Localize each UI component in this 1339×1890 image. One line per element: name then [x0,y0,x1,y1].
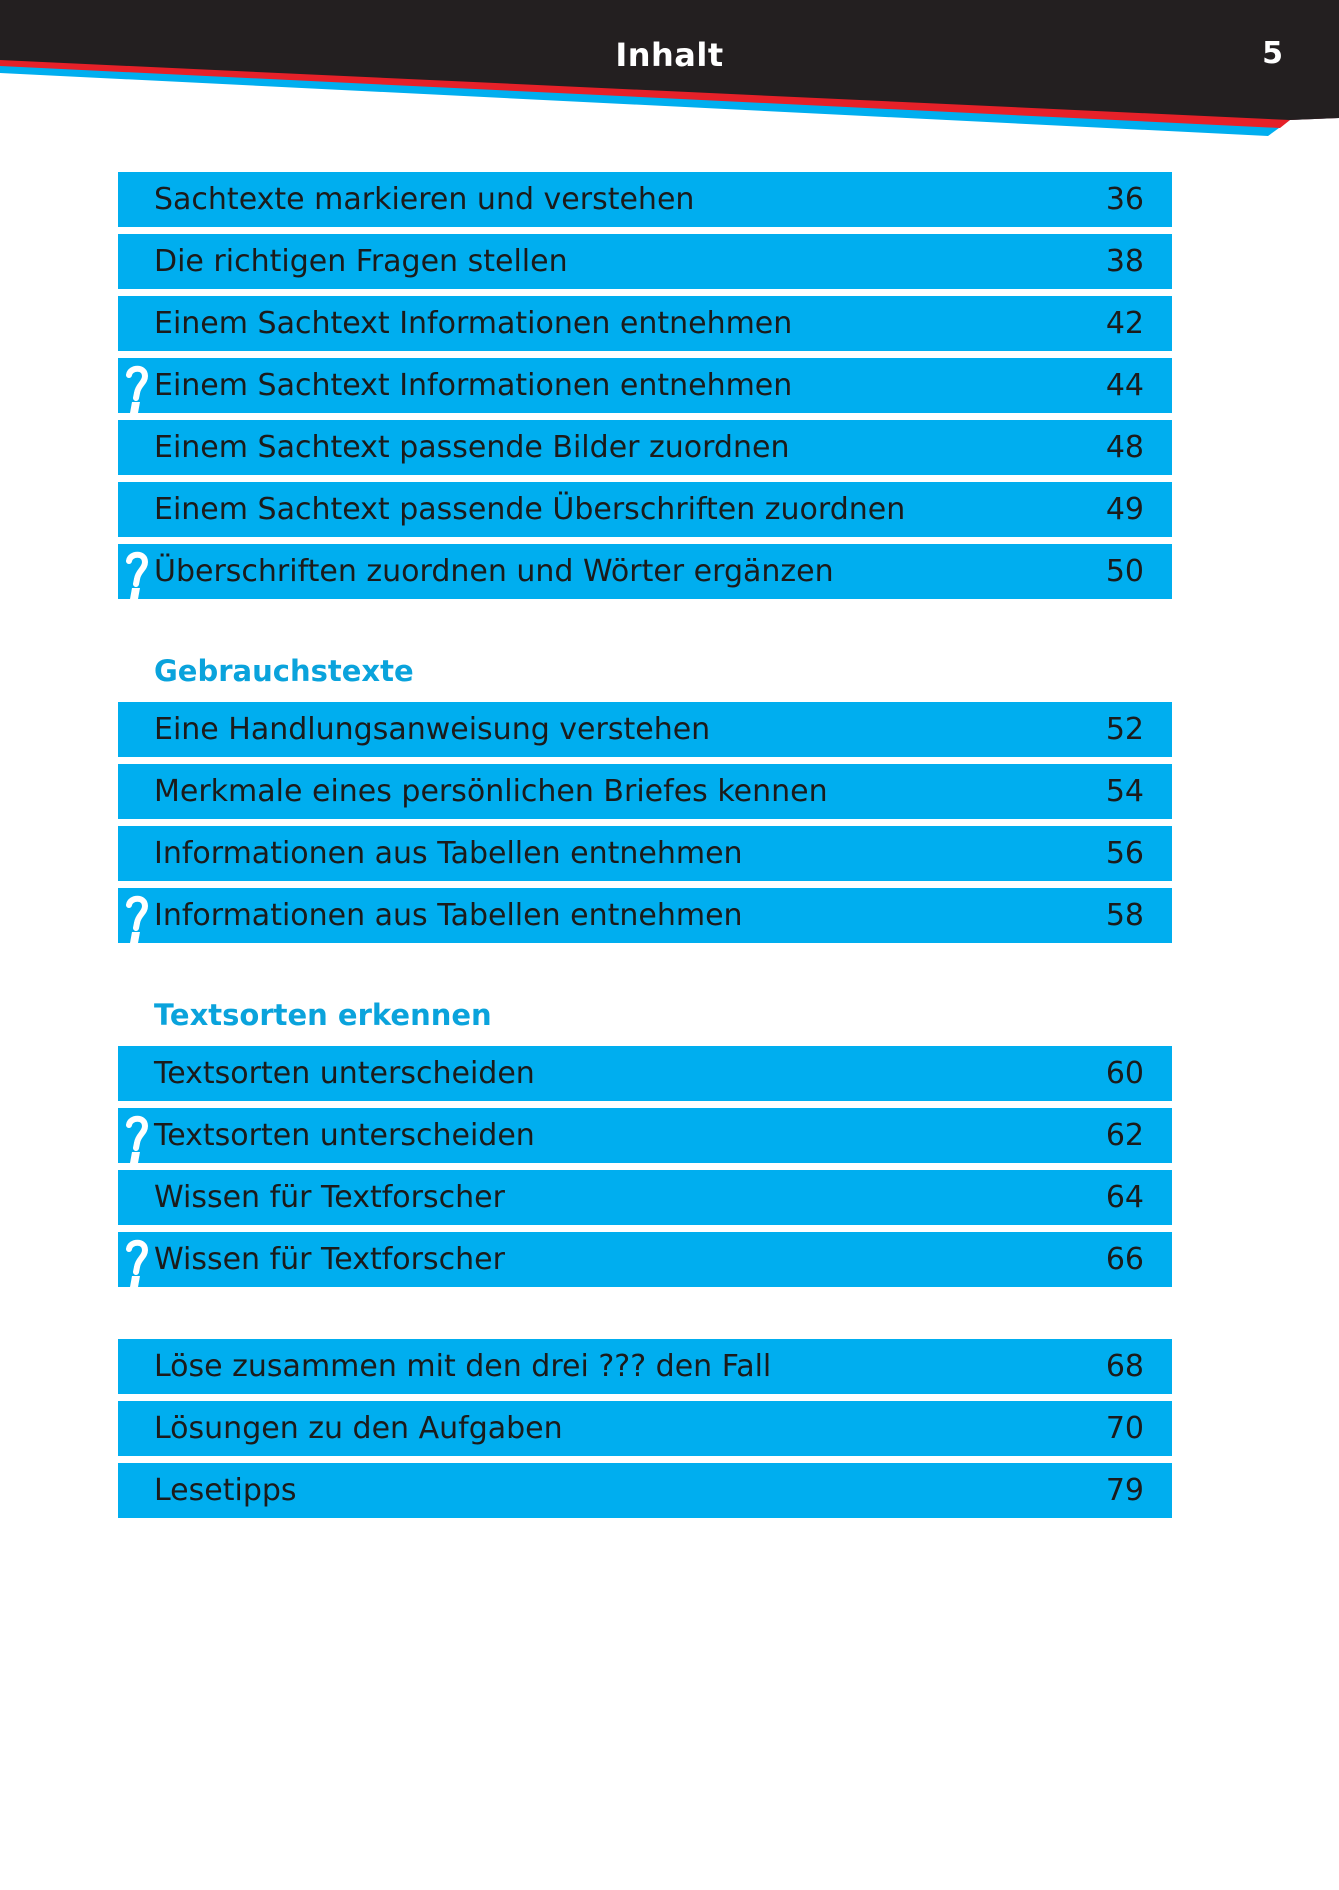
toc-entry[interactable] [118,1046,1172,1101]
toc-entry-page: 42 [1105,306,1144,341]
toc-entry-page: 52 [1105,712,1144,747]
toc-entry[interactable] [118,1170,1172,1225]
toc-entry-page: 48 [1105,430,1144,465]
toc-entry-title: Textsorten unterscheiden [154,1118,535,1153]
toc-entry-page: 44 [1105,368,1144,403]
toc-entry-title: Informationen aus Tabellen entnehmen [154,898,743,933]
toc-entry-page: 36 [1105,182,1144,217]
toc-entry-page: 68 [1105,1349,1144,1384]
toc-entry[interactable] [118,1108,1172,1163]
question-mark-icon [123,550,149,600]
page-title: Inhalt [615,36,724,74]
toc-entry[interactable] [118,1339,1172,1394]
page-header [0,0,1339,145]
toc-entry-title: Einem Sachtext Informationen entnehmen [154,368,793,403]
toc-entry-title: Wissen für Textforscher [154,1180,505,1215]
toc-entry-title: Die richtigen Fragen stellen [154,244,568,279]
toc-entry-title: Löse zusammen mit den drei ??? den Fall [154,1349,772,1384]
toc-entry-title: Einem Sachtext passende Überschriften zuordnen [154,492,906,527]
toc-entry[interactable] [118,1401,1172,1456]
toc-entry-title: Einem Sachtext Informationen entnehmen [154,306,793,341]
toc-entry-title: Eine Handlungsanweisung verstehen [154,712,711,747]
toc-section [118,172,1172,599]
toc-entry[interactable] [118,826,1172,881]
section-heading: Textsorten erkennen [154,998,492,1032]
toc-entry-page: 62 [1105,1118,1144,1153]
toc-entry-title: Textsorten unterscheiden [154,1056,535,1091]
toc-entry[interactable] [118,888,1172,943]
toc-entry-title: Lesetipps [154,1473,297,1508]
toc-entry[interactable] [118,764,1172,819]
toc-entry-page: 50 [1105,554,1144,589]
toc-entry-page: 60 [1105,1056,1144,1091]
toc-entry-page: 56 [1105,836,1144,871]
question-mark-icon [123,894,149,944]
toc-section [118,651,1172,943]
toc-section [118,995,1172,1287]
page-number: 5 [1262,36,1283,71]
toc-entry-page: 79 [1105,1473,1144,1508]
toc-entry-title: Wissen für Textforscher [154,1242,505,1277]
toc-entry[interactable] [118,420,1172,475]
question-mark-icon [123,364,149,414]
toc-section [118,1339,1172,1518]
toc-entry-page: 58 [1105,898,1144,933]
toc-entry[interactable] [118,482,1172,537]
toc-entry-title: Überschriften zuordnen und Wörter ergänzen [154,554,834,589]
toc-entry-page: 64 [1105,1180,1144,1215]
toc-entry[interactable] [118,702,1172,757]
toc-entry-page: 49 [1105,492,1144,527]
toc-entry-title: Einem Sachtext passende Bilder zuordnen [154,430,790,465]
question-mark-icon [123,1114,149,1164]
toc-entry[interactable] [118,172,1172,227]
toc-entry-title: Lösungen zu den Aufgaben [154,1411,563,1446]
toc-entry[interactable] [118,234,1172,289]
toc-entry-title: Informationen aus Tabellen entnehmen [154,836,743,871]
toc-entry-title: Sachtexte markieren und verstehen [154,182,695,217]
toc-entry-page: 66 [1105,1242,1144,1277]
table-of-contents [118,172,1172,1570]
toc-entry-page: 54 [1105,774,1144,809]
section-heading: Gebrauchstexte [154,654,414,688]
toc-entry[interactable] [118,1463,1172,1518]
toc-entry-page: 70 [1105,1411,1144,1446]
toc-entry-page: 38 [1105,244,1144,279]
toc-entry[interactable] [118,358,1172,413]
question-mark-icon [123,1238,149,1288]
toc-entry[interactable] [118,296,1172,351]
toc-entry-title: Merkmale eines persönlichen Briefes kennen [154,774,828,809]
toc-entry[interactable] [118,544,1172,599]
toc-entry[interactable] [118,1232,1172,1287]
